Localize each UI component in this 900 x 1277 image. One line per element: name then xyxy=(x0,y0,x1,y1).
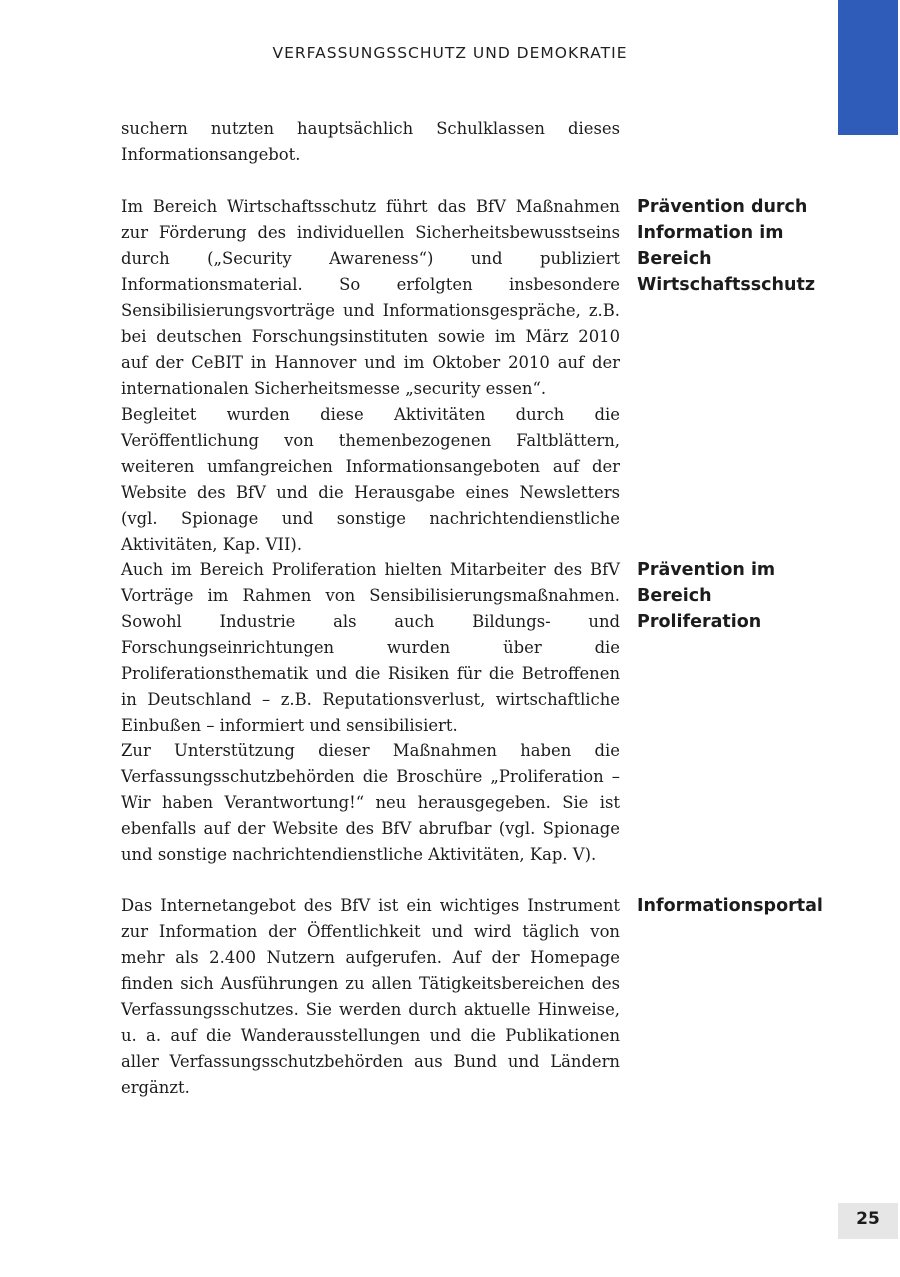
page-number: 25 xyxy=(838,1203,898,1239)
margin-note-informationsportal: Informationsportal xyxy=(637,896,823,916)
paragraph-continuation: suchern nutzten hauptsächlich Schulklassen dieses Informationsangebot. xyxy=(121,119,620,164)
margin-note-proliferation: Prävention im Bereich Proliferation xyxy=(637,560,776,632)
chapter-tab-marker xyxy=(838,0,898,135)
paragraph-internetangebot: Das Internetangebot des BfV ist ein wichtiges Instrument zur Information der Öffentlichkeit und wird täglich von mehr als 2.400 Nutzern aufgerufen. Auf der Homepage finden sich Ausführungen zu allen Tätigkeitsbereichen des Verfassungsschutzes. Sie werden durch aktuelle Hinweise, u. a. auf die Wanderausstellungen und die Publikationen aller Verfassungsschutzbehörden aus Bund und Ländern ergänzt. xyxy=(121,896,620,1097)
running-header: VERFASSUNGSSCHUTZ UND DEMOKRATIE xyxy=(272,44,628,62)
paragraph-wirtschaftsschutz: Im Bereich Wirtschaftsschutz führt das BfV Maßnahmen zur Förderung des individuellen Sicherheitsbewusstseins durch („Security Awareness“) und publiziert Informationsmaterial. So erfolgten insbesondere Sensibilisierungsvorträge und Informationsgespräche, z.B. bei deutschen Forschungsinstituten sowie im März 2010 auf der CeBIT in Hannover und im Oktober 2010 auf der internationalen Sicherheitsmesse „security essen“. xyxy=(121,197,620,398)
paragraph-veroeffentlichung: Begleitet wurden diese Aktivitäten durch die Veröffentlichung von themenbezogenen Faltblättern, weiteren umfangreichen Informationsangeboten auf der Website des BfV und die Herausgabe eines Newsletters (vgl. Spionage und sonstige nachrichtendienstliche Aktivitäten, Kap. VII). xyxy=(121,405,620,554)
paragraph-broschuere: Zur Unterstützung dieser Maßnahmen haben die Verfassungsschutzbehörden die Broschüre „Proliferation – Wir haben Verantwortung!“ neu herausgegeben. Sie ist ebenfalls auf der Website des BfV abrufbar (vgl. Spionage und sonstige nachrichtendienstliche Aktivitäten, Kap. V). xyxy=(121,741,620,864)
margin-note-wirtschaftsschutz: Prävention durch Information im Bereich Wirtschaftsschutz xyxy=(637,197,816,295)
paragraph-proliferation: Auch im Bereich Proliferation hielten Mitarbeiter des BfV Vorträge im Rahmen von Sensibilisierungsmaßnahmen. Sowohl Industrie als auch Bildungs- und Forschungseinrichtungen wurden über die Proliferationsthematik und die Risiken für die Betroffenen in Deutschland – z.B. Reputationsverlust, wirtschaftliche Einbußen – informiert und sensibilisiert. xyxy=(121,560,620,735)
